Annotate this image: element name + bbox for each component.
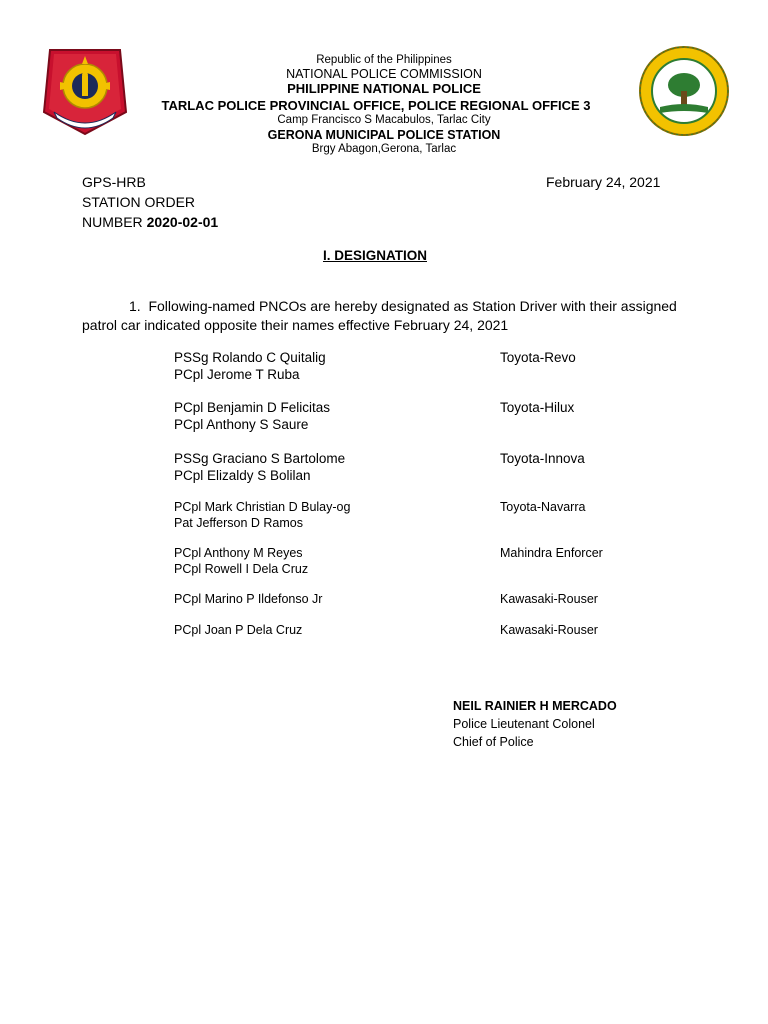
- assigned-vehicle: Toyota-Hilux: [500, 400, 575, 415]
- officer-name: PCpl Benjamin D Felicitas: [174, 400, 331, 415]
- officer-name: PCpl Mark Christian D Bulay-og: [174, 500, 351, 514]
- signatory-position: Chief of Police: [453, 735, 534, 749]
- signatory-name: NEIL RAINIER H MERCADO: [453, 699, 617, 713]
- officer-name: Pat Jefferson D Ramos: [174, 516, 303, 530]
- officer-name: PSSg Rolando C Quitalig: [174, 350, 326, 365]
- pnp-line: PHILIPPINE NATIONAL POLICE: [287, 81, 481, 96]
- assigned-vehicle: Kawasaki-Rouser: [500, 623, 598, 637]
- assigned-vehicle: Toyota-Navarra: [500, 500, 586, 514]
- assignment-names: [174, 399, 330, 433]
- paragraph-number: 1.: [129, 298, 141, 314]
- number-value: 2020-02-01: [146, 214, 219, 230]
- assigned-vehicle: Toyota-Innova: [500, 451, 585, 466]
- assignment-names: [174, 622, 302, 638]
- order-date: February 24, 2021: [546, 174, 661, 190]
- officer-name: PCpl Elizaldy S Bolilan: [174, 468, 311, 483]
- camp-line: Camp Francisco S Macabulos, Tarlac City: [277, 114, 491, 126]
- signature-block: [453, 697, 617, 751]
- section-title: I. DESIGNATION: [322, 248, 427, 263]
- officer-name: PCpl Anthony M Reyes: [174, 546, 303, 560]
- assignment-names: [174, 450, 345, 484]
- republic-line: Republic of the Philippines: [316, 54, 452, 66]
- assignment-names: [174, 591, 322, 607]
- assignment-names: [174, 499, 350, 531]
- order-meta: [82, 172, 218, 232]
- office-line: TARLAC POLICE PROVINCIAL OFFICE, POLICE REGIONAL OFFICE 3: [161, 98, 591, 113]
- order-label: STATION ORDER: [82, 194, 196, 210]
- officer-name: PSSg Graciano S Bartolome: [174, 451, 346, 466]
- order-number: [82, 212, 218, 232]
- officer-name: PCpl Anthony S Saure: [174, 417, 309, 432]
- officer-name: PCpl Joan P Dela Cruz: [174, 623, 303, 637]
- assigned-vehicle: Kawasaki-Rouser: [500, 592, 598, 606]
- commission-line: NATIONAL POLICE COMMISSION: [286, 67, 482, 81]
- designation-paragraph: [82, 297, 682, 335]
- assigned-vehicle: Mahindra Enforcer: [500, 546, 603, 560]
- officer-name: PCpl Jerome T Ruba: [174, 367, 300, 382]
- station-line: GERONA MUNICIPAL POLICE STATION: [267, 128, 501, 142]
- paragraph-text: Following-named PNCOs are hereby designated as Station Driver with their assigned patrol car indicated opposite their names effective February 24, 2021: [82, 298, 677, 333]
- officer-name: PCpl Rowell I Dela Cruz: [174, 562, 309, 576]
- officer-name: PCpl Marino P Ildefonso Jr: [174, 592, 323, 606]
- assigned-vehicle: Toyota-Revo: [500, 350, 576, 365]
- signatory-rank: Police Lieutenant Colonel: [453, 717, 595, 731]
- number-label: NUMBER: [82, 214, 147, 230]
- office-code: GPS-HRB: [82, 174, 146, 190]
- address-line: Brgy Abagon,Gerona, Tarlac: [311, 143, 457, 155]
- assignment-names: [174, 545, 308, 577]
- assignment-names: [174, 349, 326, 383]
